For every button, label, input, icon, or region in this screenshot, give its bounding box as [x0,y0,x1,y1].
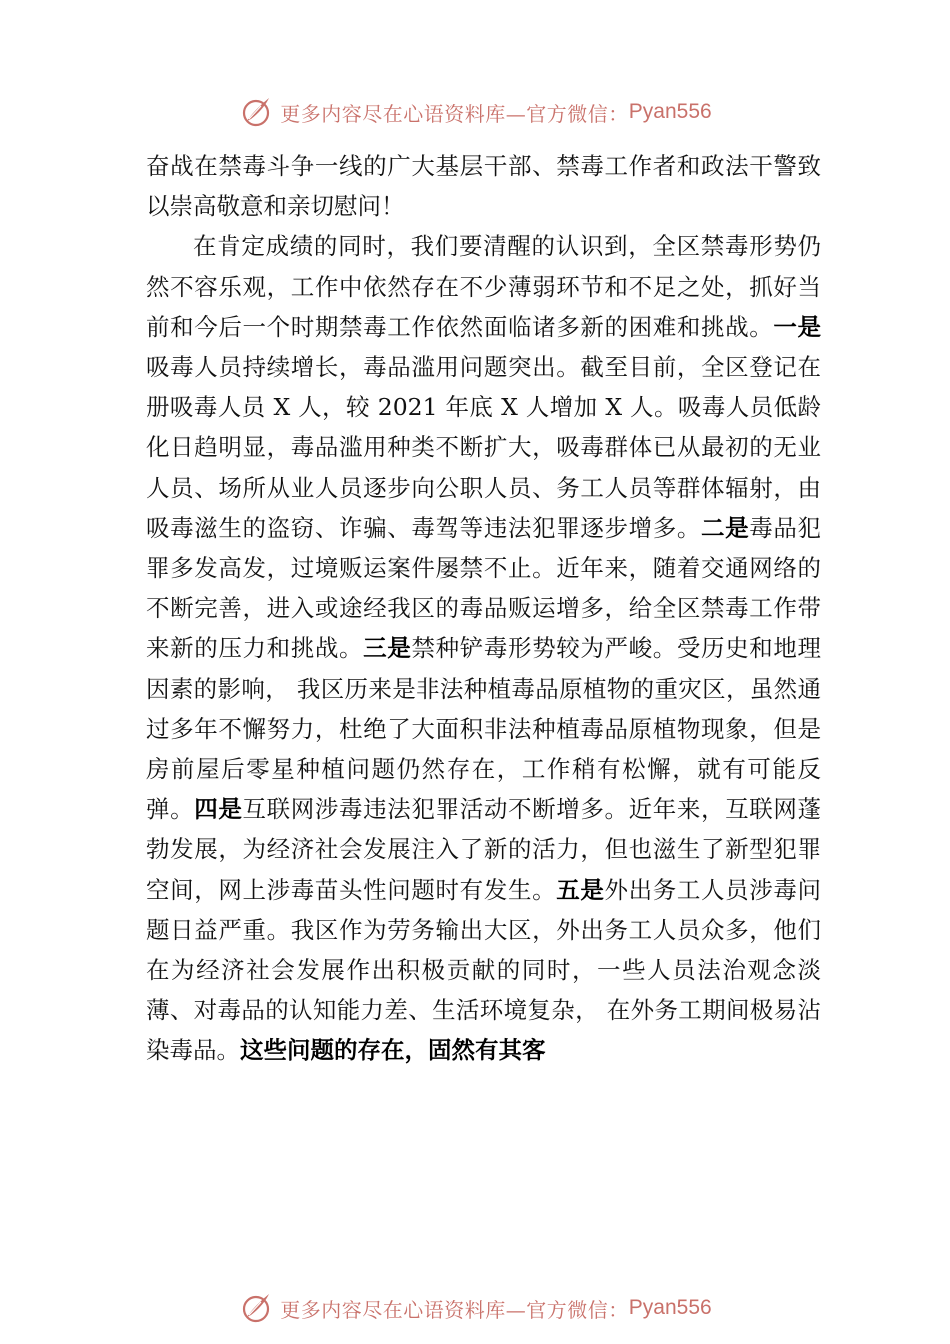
paragraph-1 [146,146,821,226]
paragraph-text: 外出务工人员涉毒问题日益严重。我区作为劳务输出大区，外出务工人员众多，他们在为经济社会发展作出积极贡献的同时，一些人员法治观念淡薄、对毒品的认知能力差、生活环境复杂， 在外务工期间极易沾染毒品。 [146,875,822,1065]
point-label-four: 四是 [194,795,243,824]
paragraph-text: 在肯定成绩的同时，我们要清醒的认识到，全区禁毒形势仍然不容乐观，工作中依然存在不少薄弱环节和不足之处，抓好当前和今后一个时期禁毒工作依然面临诸多新的困难和挑战。 [146,232,821,341]
paragraph-2 [146,226,821,1070]
quill-logo-icon [238,94,274,130]
point-label-two: 二是 [700,513,750,542]
point-label-three: 三是 [363,634,412,663]
paragraph-text: 奋战在禁毒斗争一线的广大基层干部、禁毒工作者和政法干警致以崇高敬意和亲切慰问！ [146,152,821,221]
watermark-site-text: 更多内容尽在心语资料库—官方微信： [280,101,629,126]
paragraph-text: 互联网涉毒违法犯罪活动不断增多。近年来，互联网蓬勃发展，为经济社会发展注入了新的活力，但也滋生了新型犯罪空间，网上涉毒苗头性问题时有发生。 [146,795,822,904]
header-watermark [0,94,950,130]
point-label-one: 一是 [773,312,822,341]
watermark-site-text: 更多内容尽在心语资料库—官方微信： [280,1297,629,1322]
watermark-wechat-id: Pyan556 [628,1296,712,1319]
quill-logo-icon [238,1290,274,1326]
document-body [146,146,821,1071]
bold-closing-sentence: 这些问题的存在，固然有其客 [240,1036,546,1065]
paragraph-text: 吸毒人员持续增长，毒品滥用问题突出。截至目前，全区登记在册吸毒人员 X 人，较 2021 年底 X 人增加 X 人。吸毒人员低龄化日趋明显，毒品滥用种类不断扩大，吸毒群体已从最初的无业人员、场所从业人员逐步向公职人员、务工人员等群体辐射，由吸毒滋生的盗窃、诈骗、毒驾等违法犯罪逐步增多。 [146,353,821,542]
paragraph-text: 禁种铲毒形势较为严峻。受历史和地理因素的影响， 我区历来是非法种植毒品原植物的重灾区，虽然通过多年不懈努力，杜绝了大面积非法种植毒品原植物现象，但是房前屋后零星种植问题仍然存在，工作稍有松懈，就有可能反弹。 [146,634,822,824]
footer-watermark [0,1290,950,1326]
paragraph-text: 毒品犯罪多发高发，过境贩运案件屡禁不止。近年来，随着交通网络的不断完善，进入或途经我区的毒品贩运增多，给全区禁毒工作带来新的压力和挑战。 [146,513,822,663]
point-label-five: 五是 [556,875,605,904]
watermark-wechat-id: Pyan556 [628,100,712,123]
